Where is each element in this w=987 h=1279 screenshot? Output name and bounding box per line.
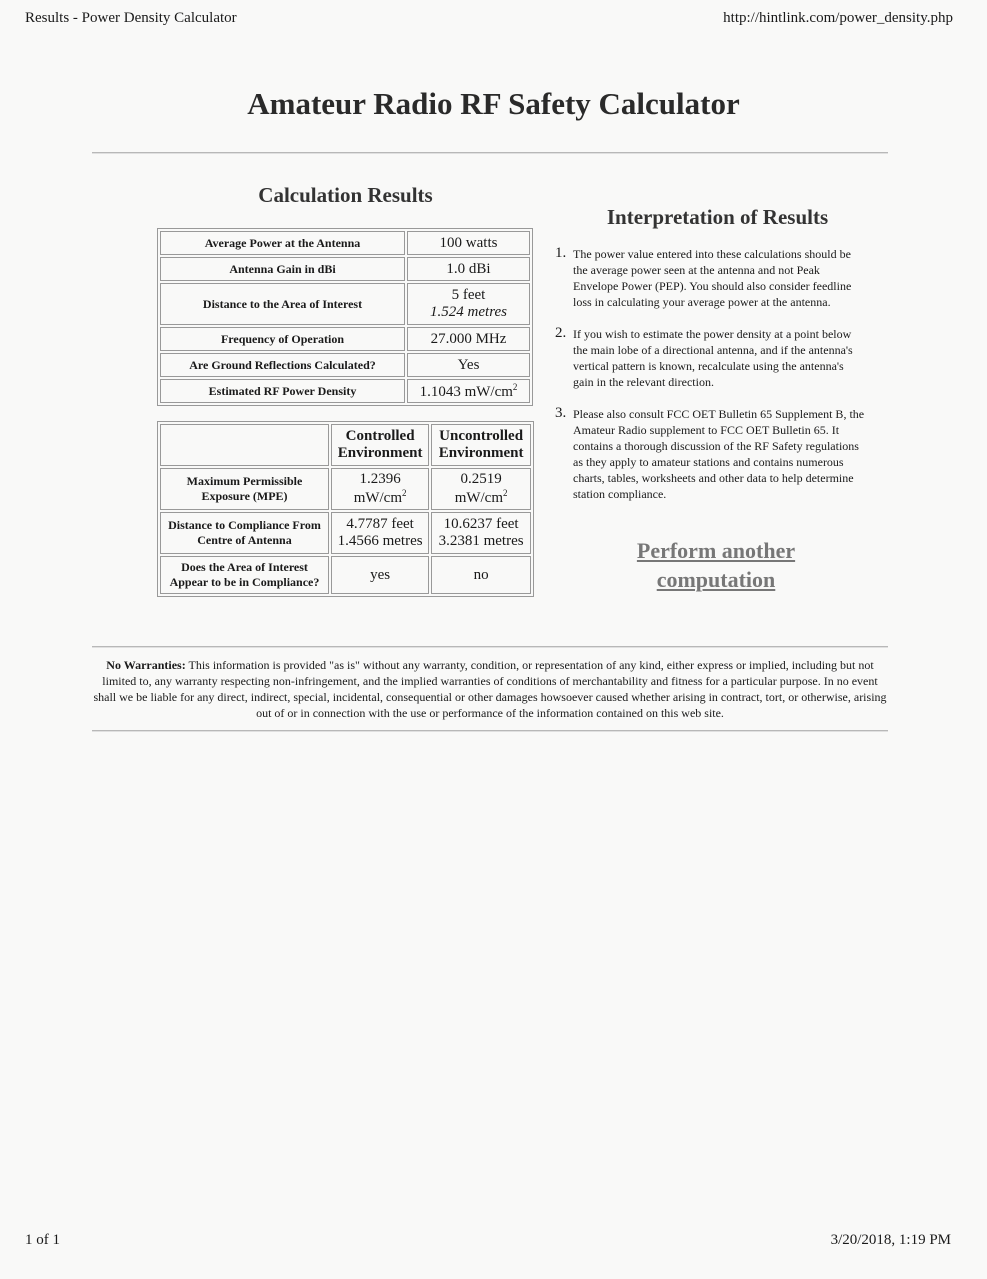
- list-item: [555, 406, 865, 502]
- mpe-uncontrolled-value: 0.2519: [460, 471, 502, 487]
- density-superscript: 2: [512, 381, 518, 392]
- result-value: 100 watts: [407, 231, 530, 255]
- result-value-distance: [407, 283, 530, 325]
- uncontrolled-metres: 3.2381 metres: [438, 533, 524, 549]
- compliance-controlled: yes: [331, 556, 429, 594]
- print-footer-datetime: 3/20/2018, 1:19 PM: [830, 1232, 951, 1248]
- distance-metres: 1.524 metres: [430, 304, 507, 320]
- mpe-label: Maximum Permissible Exposure (MPE): [160, 468, 329, 510]
- warranty-top-divider: [92, 646, 888, 648]
- top-divider: [92, 152, 888, 154]
- result-label: Are Ground Reflections Calculated?: [160, 353, 405, 377]
- mpe-table: [157, 421, 534, 597]
- result-label: Average Power at the Antenna: [160, 231, 405, 255]
- empty-header: [160, 424, 329, 466]
- item-number: 2.: [555, 325, 567, 341]
- controlled-feet: 4.7787 feet: [346, 516, 414, 532]
- warranty-bottom-divider: [92, 730, 888, 732]
- item-number: 3.: [555, 405, 567, 421]
- print-header-url: http://hintlink.com/power_density.php: [723, 10, 953, 26]
- interpretation-heading: Interpretation of Results: [606, 205, 829, 229]
- warranty-text: [92, 657, 888, 721]
- result-value-density: [407, 379, 530, 403]
- result-label: Antenna Gain in dBi: [160, 257, 405, 281]
- print-footer-page: 1 of 1: [25, 1232, 60, 1248]
- item-number: 1.: [555, 245, 567, 261]
- list-item: [555, 326, 865, 390]
- compliance-distance-uncontrolled: [431, 512, 531, 554]
- table-row: [160, 231, 530, 255]
- compliance-uncontrolled: no: [431, 556, 531, 594]
- page-title: Amateur Radio RF Safety Calculator: [247, 86, 740, 121]
- mpe-uncontrolled: [431, 468, 531, 510]
- mpe-controlled-value: 1.2396: [359, 471, 401, 487]
- distance-feet: 5 feet: [451, 287, 486, 303]
- item-text: The power value entered into these calculations should be the average power seen at the antenna and not Peak Envelope Power (PEP). You should also consider feedline loss in calculating your average power at the antenna.: [573, 247, 852, 309]
- result-label: Distance to the Area of Interest: [160, 283, 405, 325]
- uncontrolled-header: Uncontrolled Environment: [431, 424, 531, 466]
- table-row: [160, 468, 531, 510]
- results-table: [157, 228, 533, 406]
- interpretation-list: [555, 246, 865, 518]
- compliance-distance-label: Distance to Compliance From Centre of Antenna: [160, 512, 329, 554]
- table-row: [160, 379, 530, 403]
- compliance-distance-controlled: [331, 512, 429, 554]
- result-label: Estimated RF Power Density: [160, 379, 405, 403]
- warranty-label: No Warranties:: [106, 658, 186, 672]
- perform-another-computation-link[interactable]: Perform another computation: [636, 538, 796, 592]
- mpe-uncontrolled-unit: $mW/cm^2$: [454, 488, 508, 506]
- result-label: Frequency of Operation: [160, 327, 405, 351]
- mpe-controlled: [331, 468, 429, 510]
- compliance-label: Does the Area of Interest Appear to be in Compliance?: [160, 556, 329, 594]
- list-item: [555, 246, 865, 310]
- table-header-row: [160, 424, 531, 466]
- controlled-metres: 1.4566 metres: [337, 533, 423, 549]
- table-row: [160, 283, 530, 325]
- controlled-header: Controlled Environment: [331, 424, 429, 466]
- warranty-body: This information is provided "as is" without any warranty, condition, or representation of any kind, either express or implied, including but not limited to, any warranty respecting non-infringement, and the implied warranties of conditions of merchantability and fitness for a particular purpose. In no event shall we be liable for any direct, indirect, special, incidental, consequential or other damages howsoever caused whether arising in contract, tort, or otherwise, arising out of or in connection with the use or performance of the information contained on this web site.: [93, 658, 887, 720]
- item-text: If you wish to estimate the power density at a point below the main lobe of a directional antenna, and if the antenna's vertical pattern is known, recalculate using the antenna's gain in the relevant direction.: [573, 327, 853, 389]
- table-row: [160, 353, 530, 377]
- calc-results-heading: Calculation Results: [258, 183, 433, 207]
- result-value: 27.000 MHz: [407, 327, 530, 351]
- item-text: Please also consult FCC OET Bulletin 65 Supplement B, the Amateur Radio supplement to FCC OET Bulletin 65. It contains a thorough discussion of the RF Safety regulations as they apply to amateur stations and contains numerous charts, tables, worksheets and other data to help determine station compliance.: [573, 407, 865, 501]
- result-value: Yes: [407, 353, 530, 377]
- table-row: [160, 257, 530, 281]
- density-value: 1.1043 mW/cm: [419, 383, 513, 400]
- print-header-title: Results - Power Density Calculator: [25, 10, 237, 26]
- result-value: 1.0 dBi: [407, 257, 530, 281]
- mpe-controlled-unit: $mW/cm^2$: [353, 488, 407, 506]
- uncontrolled-feet: 10.6237 feet: [443, 516, 519, 532]
- table-row: [160, 556, 531, 594]
- table-row: [160, 512, 531, 554]
- table-row: [160, 327, 530, 351]
